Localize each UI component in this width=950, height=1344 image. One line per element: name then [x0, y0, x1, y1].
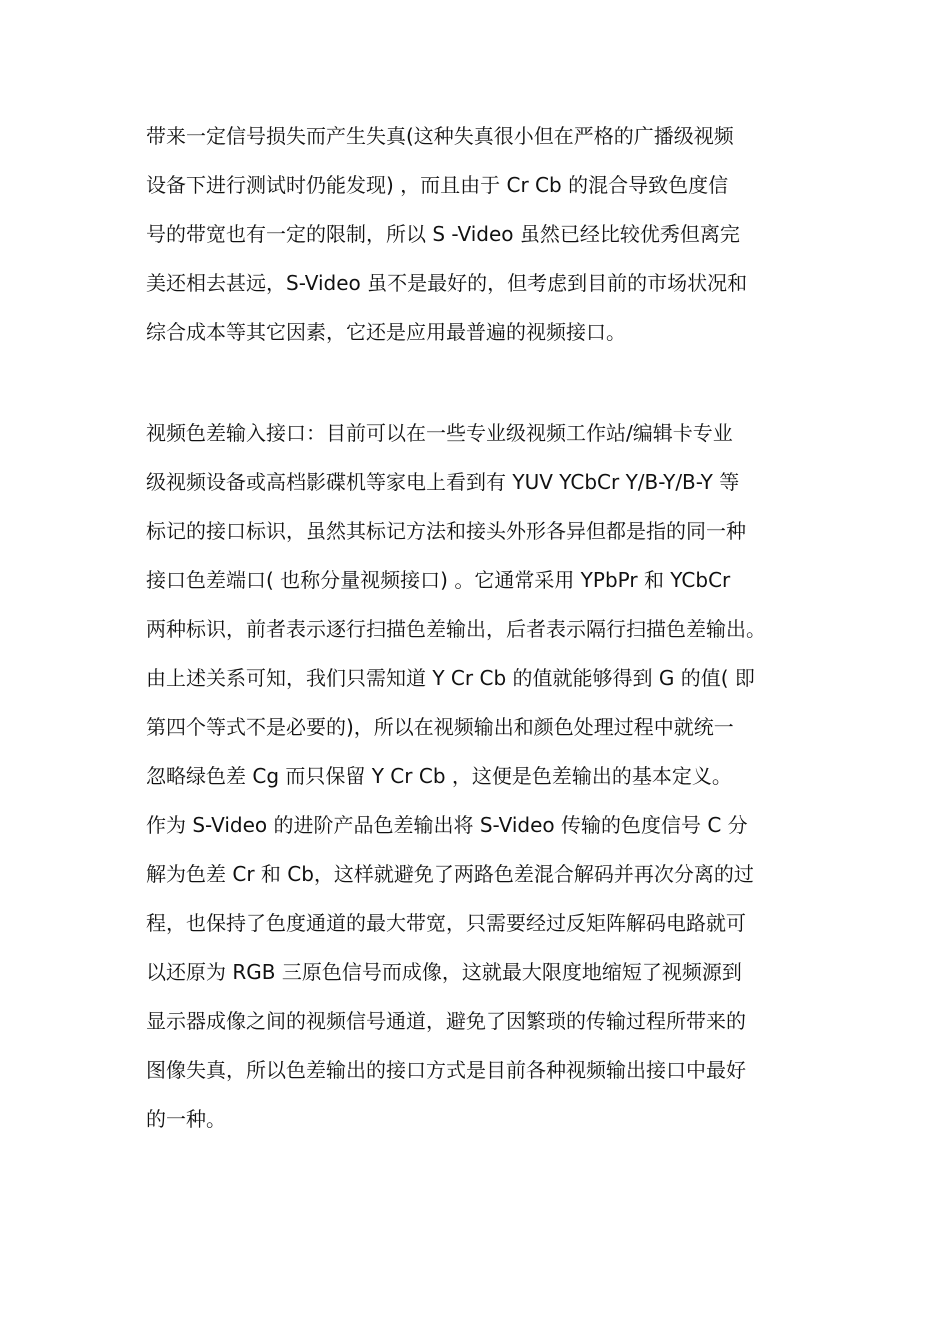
text-line: 接口色差端口( 也称分量视频接口) 。它通常采用 YPbPr 和 YCbCr: [146, 568, 731, 592]
text-line: 综合成本等其它因素，它还是应用最普遍的视频接口。: [146, 320, 626, 344]
text-line: 忽略绿色差 Cg 而只保留 Y Cr Cb ，这便是色差输出的基本定义。: [146, 764, 732, 788]
text-line: 两种标识，前者表示逐行扫描色差输出，后者表示隔行扫描色差输出。: [146, 617, 766, 641]
text-line: 标记的接口标识，虽然其标记方法和接头外形各异但都是指的同一种: [146, 519, 746, 543]
text-line: 由上述关系可知，我们只需知道 Y Cr Cb 的值就能够得到 G 的值( 即: [146, 666, 755, 690]
text-line: 带来一定信号损失而产生失真(这种失真很小但在严格的广播级视频: [146, 124, 734, 148]
paragraph-svideo-summary: [146, 112, 811, 357]
text-line: 程，也保持了色度通道的最大带宽，只需要经过反矩阵解码电路就可: [146, 911, 746, 935]
text-line: 设备下进行测试时仍能发现) ，而且由于 Cr Cb 的混合导致色度信: [146, 173, 729, 197]
text-line: 级视频设备或高档影碟机等家电上看到有 YUV YCbCr Y/B-Y/B-Y 等: [146, 470, 740, 494]
text-line: 的一种。: [146, 1107, 226, 1131]
text-line: 美还相去甚远，S-Video 虽不是最好的，但考虑到目前的市场状况和: [146, 271, 748, 295]
text-line: 图像失真，所以色差输出的接口方式是目前各种视频输出接口中最好: [146, 1058, 746, 1082]
text-line: 显示器成像之间的视频信号通道，避免了因繁琐的传输过程所带来的: [146, 1009, 746, 1033]
paragraph-component-video: [146, 409, 811, 1144]
text-line: 作为 S-Video 的进阶产品色差输出将 S-Video 传输的色度信号 C 分: [146, 813, 748, 837]
text-line: 以还原为 RGB 三原色信号而成像，这就最大限度地缩短了视频源到: [146, 960, 742, 984]
text-line: 解为色差 Cr 和 Cb，这样就避免了两路色差混合解码并再次分离的过: [146, 862, 754, 886]
text-line: 视频色差输入接口：目前可以在一些专业级视频工作站/编辑卡专业: [146, 421, 733, 445]
text-line: 第四个等式不是必要的)，所以在视频输出和颜色处理过程中就统一: [146, 715, 734, 739]
text-line: 号的带宽也有一定的限制，所以 S -Video 虽然已经比较优秀但离完: [146, 222, 740, 246]
